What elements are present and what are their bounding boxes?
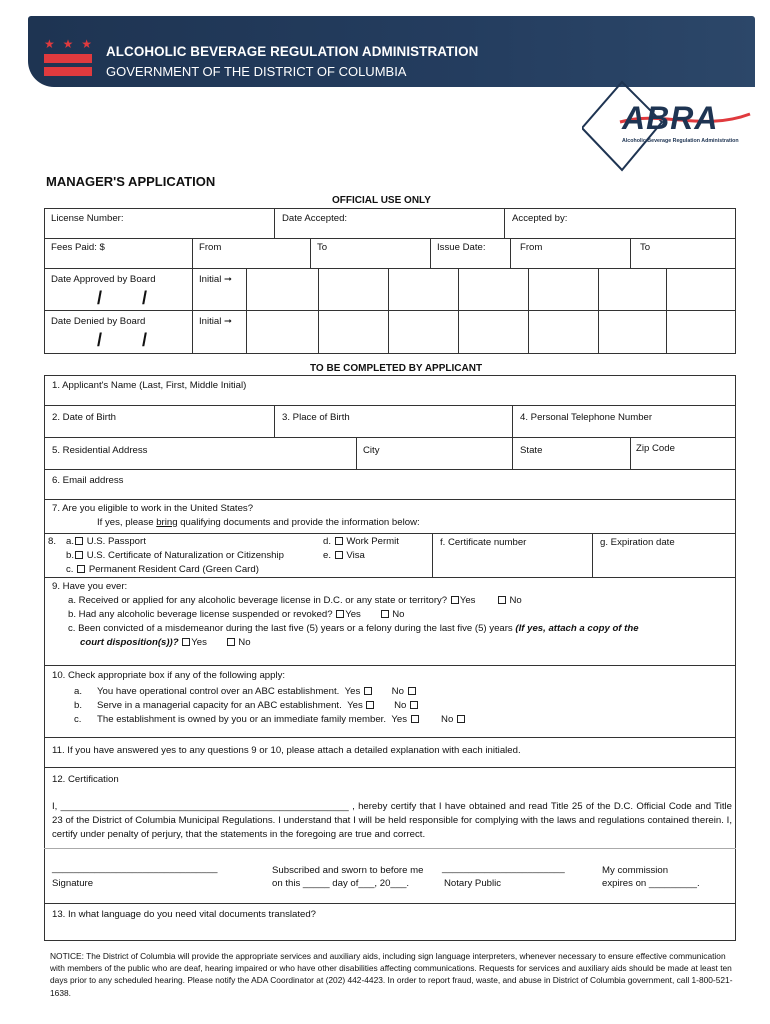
q8f-certificate-number: f. Certificate number (440, 537, 527, 548)
q11-explanation: 11. If you have answered yes to any questions 9 or 10, please attach a detailed explanation with each initialed. (52, 745, 521, 756)
q9c-no-checkbox[interactable] (227, 638, 235, 646)
q9c-yes-checkbox[interactable] (182, 638, 190, 646)
q8e-checkbox[interactable] (335, 551, 343, 559)
signature-line[interactable]: _______________________________ (52, 863, 218, 874)
q4-telephone: 4. Personal Telephone Number (520, 412, 653, 423)
issue-date-label: Issue Date: (437, 242, 486, 253)
q10b-letter: b. (74, 700, 83, 711)
q13-language: 13. In what language do you need vital documents translated? (52, 909, 317, 920)
q8a-checkbox[interactable] (75, 537, 83, 545)
state-label: State (520, 445, 543, 456)
to-label-1: To (317, 242, 328, 253)
q8-number: 8. (48, 536, 57, 547)
q10c-yes-checkbox[interactable] (411, 715, 419, 723)
q8g-expiration-date: g. Expiration date (600, 537, 675, 548)
abra-logo-text: ABRA (622, 100, 719, 136)
abra-logo-subtitle: Alcoholic Beverage Regulation Administration (622, 138, 739, 144)
q8b-naturalization: b. U.S. Certificate of Naturalization or Citizenship (66, 550, 284, 561)
q10a-letter: a. (74, 686, 83, 697)
q10c-establishment-owned: The establishment is owned by you or an immediate family member. Yes No (97, 714, 466, 725)
date-slash: / (97, 330, 103, 350)
commission-line-1: My commission (602, 865, 669, 876)
q8e-visa: e. Visa (323, 550, 365, 561)
initial-approved-label: Initial ➞ (199, 274, 233, 285)
q10c-no-checkbox[interactable] (457, 715, 465, 723)
q8c-checkbox[interactable] (77, 565, 85, 573)
city-label: City (363, 445, 380, 456)
date-accepted-label: Date Accepted: (282, 213, 348, 224)
agency-title: ALCOHOLIC BEVERAGE REGULATION ADMINISTRATION (106, 44, 479, 59)
q9a-received-license: a. Received or applied for any alcoholic beverage license in D.C. or any state or territory? Yes No (68, 595, 522, 606)
q9b-yes-checkbox[interactable] (336, 610, 344, 618)
signature-label: Signature (52, 878, 94, 889)
accepted-by-label: Accepted by: (512, 213, 568, 224)
q12-certification: 12. Certification (52, 774, 119, 785)
from-label-2: From (520, 242, 543, 253)
form-title: MANAGER'S APPLICATION (46, 174, 216, 189)
date-slash: / (142, 330, 148, 350)
certification-statement: I, ______________________________________________________ , hereby certify that I have obtained and read Title 25 of the D.C. Official Code and Title 23 of the District of Columbia Municipal Regulations. I understand that I will be held responsible for complying with the laws and regulations contained therein. I, certify under penalty of perjury, that the statements in the foregoing are true and correct. (52, 801, 732, 841)
government-subtitle: GOVERNMENT OF THE DISTRICT OF COLUMBIA (106, 64, 407, 79)
initial-denied-label: Initial ➞ (199, 316, 233, 327)
q8d-checkbox[interactable] (335, 537, 343, 545)
to-label-2: To (640, 242, 651, 253)
q7-eligibility: 7. Are you eligible to work in the United States? (52, 503, 254, 514)
fees-paid-label: Fees Paid: $ (51, 242, 105, 253)
q10c-letter: c. (74, 714, 82, 725)
q8b-checkbox[interactable] (75, 551, 83, 559)
q9b-license-suspended: b. Had any alcoholic beverage license suspended or revoked? Yes No (68, 609, 405, 620)
applicant-section-heading: TO BE COMPLETED BY APPLICANT (310, 363, 483, 374)
q8a-passport: a. U.S. Passport (66, 536, 146, 547)
q9a-no-checkbox[interactable] (498, 596, 506, 604)
q10a-yes-checkbox[interactable] (364, 687, 372, 695)
official-use-heading: OFFICIAL USE ONLY (332, 195, 431, 206)
q9c-convicted: c. Been convicted of a misdemeanor during the last five (5) years or a felony during the last five (5) years (If yes, attach a copy of the (68, 623, 639, 634)
q3-place-of-birth: 3. Place of Birth (282, 412, 350, 423)
q9-title: 9. Have you ever: (52, 581, 128, 592)
q7-instructions: If yes, please bring qualifying documents and provide the information below: (97, 517, 420, 528)
license-number-label: License Number: (51, 213, 124, 224)
q8d-work-permit: d. Work Permit (323, 536, 399, 547)
subscribed-line-1: Subscribed and sworn to before me (272, 865, 424, 876)
q10b-no-checkbox[interactable] (410, 701, 418, 709)
zip-label: Zip Code (636, 443, 675, 454)
q6-email: 6. Email address (52, 475, 124, 486)
subscribed-line-2: on this _____ day of___, 20___. (272, 878, 410, 889)
notary-line[interactable]: _______________________ (442, 863, 565, 874)
date-slash: / (97, 288, 103, 308)
q10-title: 10. Check appropriate box if any of the following apply: (52, 670, 286, 681)
notary-label: Notary Public (444, 878, 502, 889)
from-label-1: From (199, 242, 222, 253)
q9a-yes-checkbox[interactable] (451, 596, 459, 604)
date-slash: / (142, 288, 148, 308)
q8c-green-card: c. Permanent Resident Card (Green Card) (66, 564, 259, 575)
q1-applicant-name: 1. Applicant's Name (Last, First, Middle Initial) (52, 380, 247, 391)
ada-notice: NOTICE: The District of Columbia will provide the appropriate services and auxiliary aids, including sign language interpreters, whenever necessary to ensure effective communication with members of the public who are deaf, hearing impaired or who have other disabilities affecting communications. Requests for services and auxiliary aids should be made at least ten days prior to any scheduled hearing. Please notify the ADA Coordinator at (202) 442-4423. In order to report fraud, waste, and abuse in District of Columbia government, call 1-800-521-1638. (50, 951, 733, 998)
date-denied-label: Date Denied by Board (51, 316, 146, 327)
commission-line-2: expires on _________. (602, 878, 700, 889)
date-approved-label: Date Approved by Board (51, 274, 156, 285)
q9b-no-checkbox[interactable] (381, 610, 389, 618)
q9c-court-disposition: court disposition(s))? Yes No (80, 637, 251, 648)
q10b-yes-checkbox[interactable] (366, 701, 374, 709)
q10a-operational-control: You have operational control over an ABC establishment. Yes No (97, 686, 417, 697)
q2-date-of-birth: 2. Date of Birth (52, 412, 116, 423)
q5-residential-address: 5. Residential Address (52, 445, 148, 456)
q10a-no-checkbox[interactable] (408, 687, 416, 695)
q10b-managerial-capacity: Serve in a managerial capacity for an ABC establishment. Yes No (97, 700, 419, 711)
